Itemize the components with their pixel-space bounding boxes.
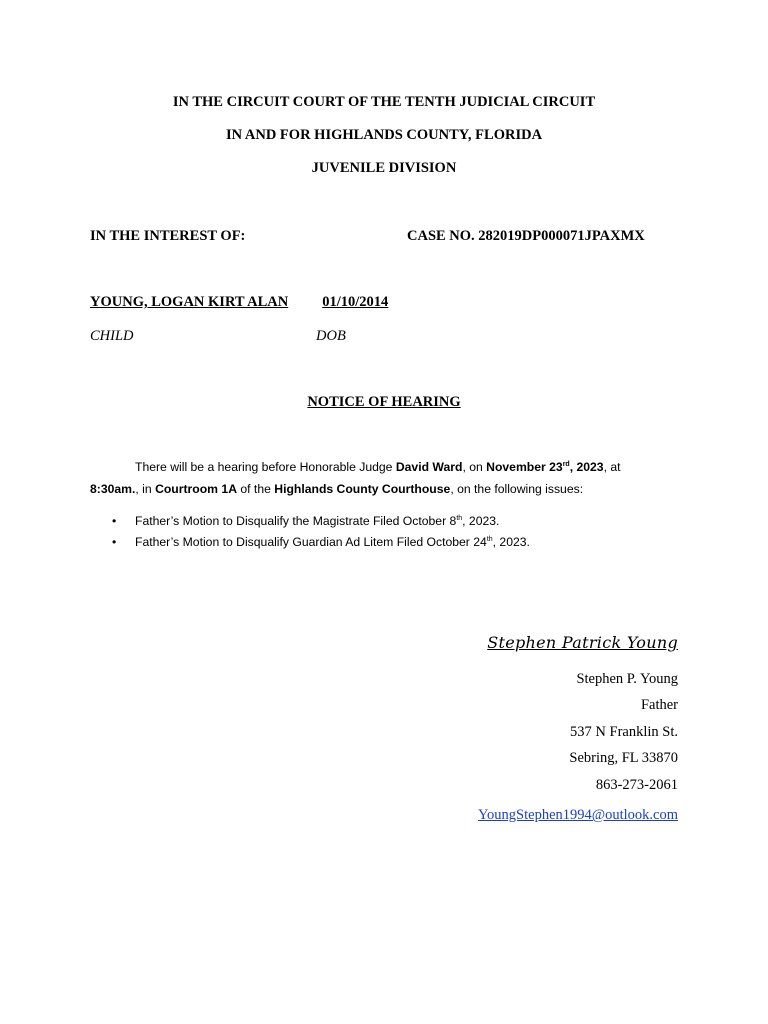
issue-tail: , 2023. [462,514,500,528]
hearing-time: 8:30am. [90,482,136,496]
dob-label: DOB [316,328,346,344]
body-text: , on [462,460,487,474]
issue-text: Father’s Motion to Disqualify the Magistrate Filed October 8 [135,514,457,528]
body-text: , at [603,460,621,474]
body-text: , on the following issues: [450,482,584,496]
body-line-1 [135,460,621,474]
signer-name: Stephen P. Young [576,671,678,687]
child-name-dob-line [90,294,388,311]
body-text: of the [237,482,275,496]
courtroom: Courtroom 1A [155,482,237,496]
body-line-2 [90,482,583,496]
phone-number: 863-273-2061 [595,777,678,793]
document-title [0,394,768,411]
notice-title: NOTICE OF HEARING [307,394,461,410]
bullet-icon: • [112,535,117,549]
issue-ordinal: th [456,515,463,522]
hearing-date-main: November 23 [486,460,563,474]
county-line: IN AND FOR HIGHLANDS COUNTY, FLORIDA [225,127,543,143]
issue-text: Father’s Motion to Disqualify Guardian Ad Litem Filed October 24 [135,535,487,549]
courthouse: Highlands County Courthouse [274,482,451,496]
bullet-icon: • [112,514,117,528]
interest-of-label: IN THE INTEREST OF: [90,228,246,244]
child-name: YOUNG, LOGAN KIRT ALAN [90,294,289,310]
case-number: CASE NO. 282019DP000071JPAXMX [407,228,645,244]
city-state-zip: Sebring, FL 33870 [569,750,678,766]
issue-item [112,514,499,528]
body-text: , in [135,482,156,496]
division-line: JUVENILE DIVISION [311,160,457,176]
hearing-date [486,460,603,474]
issue-tail: , 2023. [492,535,530,549]
child-dob: 01/10/2014 [322,294,389,310]
body-text: There will be a hearing before Honorable Judge [135,460,396,474]
date-ordinal: rd [562,461,570,468]
issue-ordinal: th [486,536,493,543]
child-label: CHILD [90,328,134,344]
issue-item [112,535,530,549]
hearing-year: , 2023 [569,460,604,474]
email-link[interactable]: YoungStephen1994@outlook.com [478,807,678,823]
street-address: 537 N Franklin St. [570,724,678,740]
handwritten-signature: Stephen Patrick Young [487,633,678,652]
signer-role: Father [640,697,678,713]
judge-name: David Ward [395,460,463,474]
court-name-line: IN THE CIRCUIT COURT OF THE TENTH JUDICIAL CIRCUIT [172,94,596,110]
